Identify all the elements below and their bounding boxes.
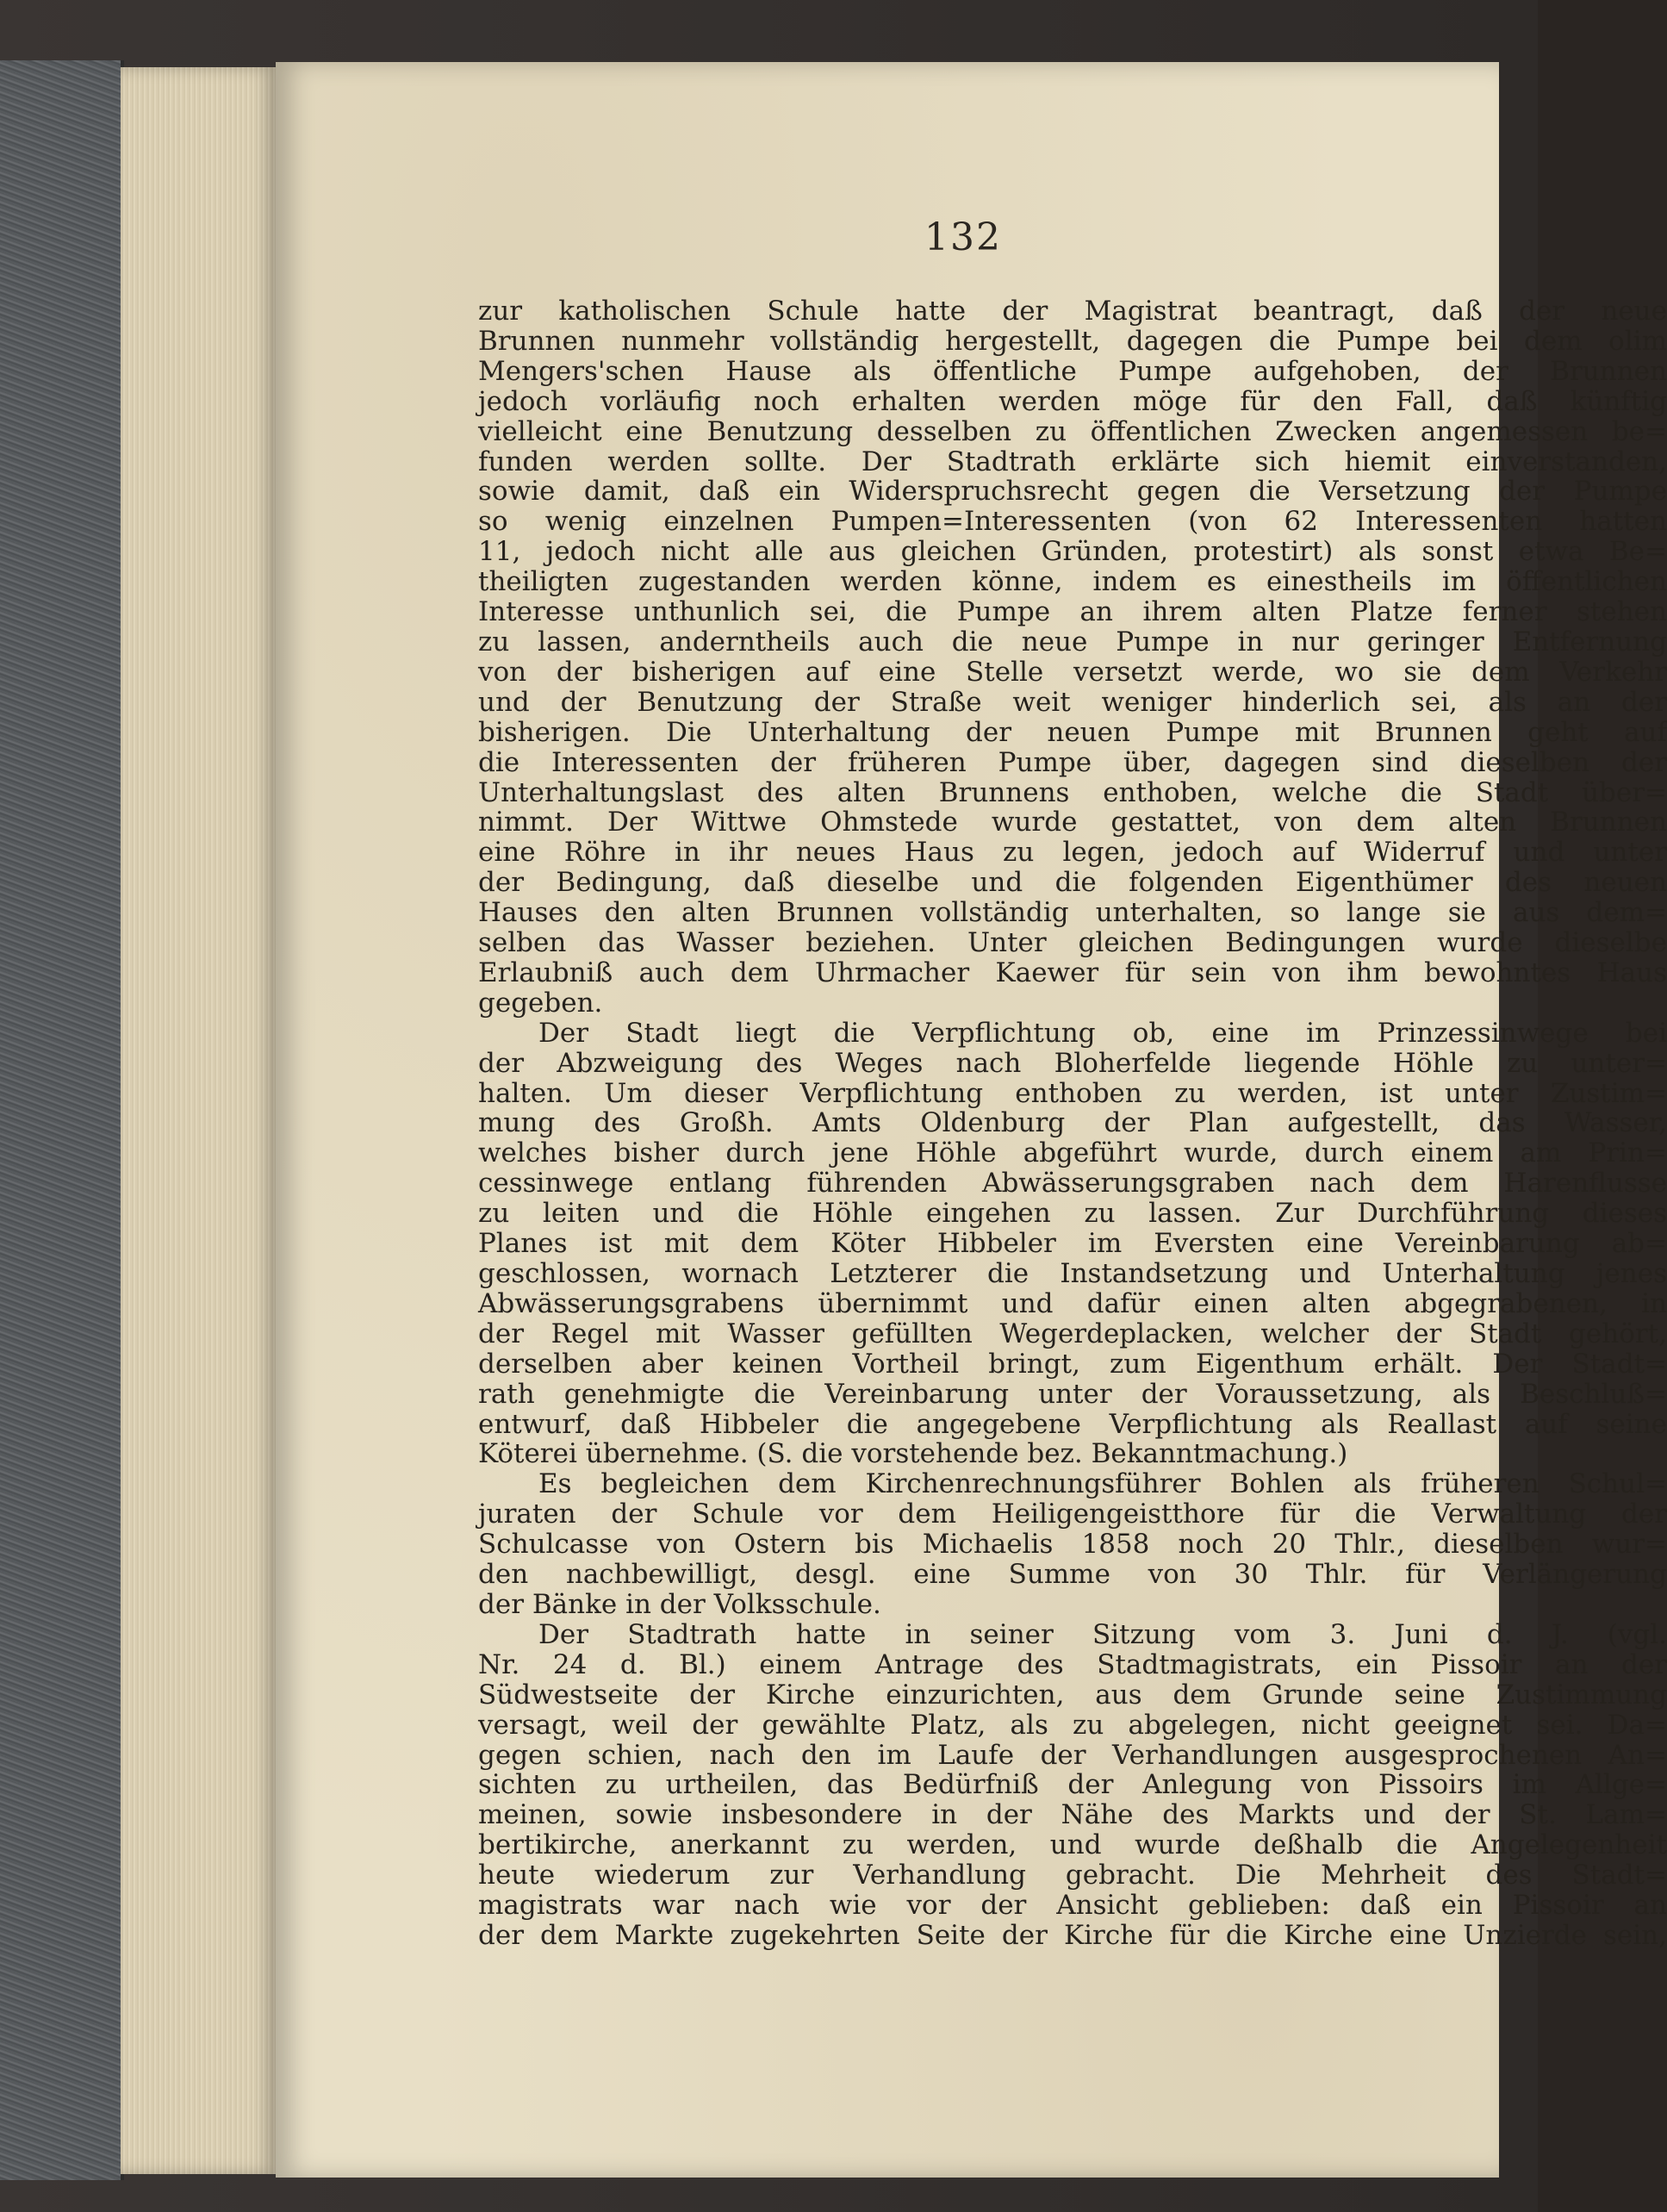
text-line: Der Stadtrath hatte in seiner Sitzung vom 3. Juni d. J. (vgl. [538, 1618, 1667, 1650]
page-edges [121, 67, 276, 2174]
text-line: Planes ist mit dem Köter Hibbeler im Eversten eine Vereinbarung ab= [478, 1228, 1667, 1260]
text-line: der Regel mit Wasser gefüllten Wegerdeplacken, welcher der Stadt gehört, [478, 1318, 1667, 1349]
text-line: heute wiederum zur Verhandlung gebracht. Die Mehrheit des Stadt= [478, 1860, 1667, 1891]
text-line: Südwestseite der Kirche einzurichten, aus dem Grunde seine Zustimmung [478, 1679, 1667, 1710]
text-line: entwurf, daß Hibbeler die angegebene Verpflichtung als Reallast auf seine [478, 1408, 1667, 1440]
book-page [276, 62, 1667, 2178]
text-line: theiligten zugestanden werden könne, indem es einestheils im öffentlichen [478, 566, 1667, 598]
body-text [478, 296, 1667, 1951]
text-line: und der Benutzung der Straße weit weniger hinderlich sei, als an der [478, 686, 1667, 718]
text-line: Mengers'schen Hause als öffentliche Pumpe aufgehoben, der Brunnen [478, 355, 1667, 387]
text-line: die Interessenten der früheren Pumpe über, dagegen sind dieselben der [478, 746, 1667, 778]
text-line: zu lassen, anderntheils auch die neue Pumpe in nur geringer Entfernung [478, 626, 1667, 657]
text-line: vielleicht eine Benutzung desselben zu öffentlichen Zwecken angemessen be= [478, 415, 1667, 447]
text-line: gegeben. [478, 987, 603, 1019]
text-line: bertikirche, anerkannt zu werden, und wurde deßhalb die Angelegenheit [478, 1829, 1667, 1861]
text-line: Unterhaltungslast des alten Brunnens enthoben, welche die Stadt über= [478, 776, 1667, 808]
text-line: Der Stadt liegt die Verpflichtung ob, eine im Prinzessinwege bei [538, 1017, 1667, 1049]
text-line: welches bisher durch jene Höhle abgeführt wurde, durch einem am Prin= [478, 1137, 1667, 1169]
text-line: juraten der Schule vor dem Heiligengeistthore für die Verwaltung der [478, 1499, 1667, 1530]
text-line: jedoch vorläufig noch erhalten werden möge für den Fall, daß künftig [478, 385, 1667, 417]
text-line: halten. Um dieser Verpflichtung enthoben zu werden, ist unter Zustim= [478, 1077, 1667, 1109]
text-line: geschlossen, wornach Letzterer die Instandsetzung und Unterhaltung jenes [478, 1258, 1667, 1289]
text-line: magistrats war nach wie vor der Ansicht geblieben: daß ein Pissoir an [478, 1890, 1667, 1922]
text-line: der Bedingung, daß dieselbe und die folgenden Eigenthümer des neuen [478, 867, 1667, 899]
text-line: funden werden sollte. Der Stadtrath erklärte sich hiemit einverstanden, [478, 446, 1667, 477]
text-line: den nachbewilligt, desgl. eine Summe von 30 Thlr. für Verlängerung [478, 1559, 1667, 1591]
text-line: sowie damit, daß ein Widerspruchsrecht gegen die Versetzung der Pumpe [478, 476, 1667, 508]
text-line: eine Röhre in ihr neues Haus zu legen, jedoch auf Widerruf und unter [478, 837, 1667, 869]
text-line: von der bisherigen auf eine Stelle versetzt werde, wo sie dem Verkehr [478, 656, 1667, 688]
text-line: der Abzweigung des Weges nach Bloherfelde liegende Höhle zu unter= [478, 1047, 1667, 1079]
text-line: bisherigen. Die Unterhaltung der neuen Pumpe mit Brunnen geht auf [478, 716, 1667, 748]
text-line: cessinwege entlang führenden Abwässerungsgraben nach dem Harenflusse [478, 1168, 1667, 1199]
text-line: Schulcasse von Ostern bis Michaelis 1858 noch 20 Thlr., dieselben wur= [478, 1529, 1667, 1561]
text-line: Brunnen nunmehr vollständig hergestellt, dagegen die Pumpe bei dem olim [478, 325, 1667, 357]
text-line: meinen, sowie insbesondere in der Nähe des Markts und der St. Lam= [478, 1799, 1667, 1831]
text-line: derselben aber keinen Vortheil bringt, zum Eigenthum erhält. Der Stadt= [478, 1348, 1667, 1380]
text-line: Köterei übernehme. (S. die vorstehende bez. Bekanntmachung.) [478, 1438, 1348, 1470]
text-line: Erlaubniß auch dem Uhrmacher Kaewer für sein von ihm bewohntes Haus [478, 956, 1667, 988]
text-line: Interesse unthunlich sei, die Pumpe an ihrem alten Platze ferner stehen [478, 596, 1667, 628]
text-line: rath genehmigte die Vereinbarung unter der Voraussetzung, als Beschluß= [478, 1378, 1667, 1410]
text-line: selben das Wasser beziehen. Unter gleichen Bedingungen wurde dieselbe [478, 927, 1667, 959]
text-line: Abwässerungsgrabens übernimmt und dafür einen alten abgegrabenen, in [478, 1287, 1667, 1319]
text-line: mung des Großh. Amts Oldenburg der Plan aufgestellt, das Wasser, [478, 1107, 1667, 1139]
text-line: 11, jedoch nicht alle aus gleichen Gründen, protestirt) als sonst etwa Be= [478, 536, 1667, 568]
book-cover [0, 60, 124, 2180]
text-line: versagt, weil der gewählte Platz, als zu abgelegen, nicht geeignet sei. Da= [478, 1709, 1667, 1741]
text-line: sichten zu urtheilen, das Bedürfniß der Anlegung von Pissoirs im Allge= [478, 1769, 1667, 1801]
text-line: zur katholischen Schule hatte der Magistrat beantragt, daß der neue [478, 296, 1667, 327]
text-line: der Bänke in der Volksschule. [478, 1588, 881, 1620]
text-line: Nr. 24 d. Bl.) einem Antrage des Stadtmagistrats, ein Pissoir an der [478, 1648, 1667, 1680]
text-line: Hauses den alten Brunnen vollständig unterhalten, so lange sie aus dem= [478, 897, 1667, 929]
page-number: 132 [924, 215, 1002, 259]
text-line: der dem Markte zugekehrten Seite der Kirche für die Kirche eine Unzierde sein, [478, 1919, 1667, 1951]
text-line: gegen schien, nach den im Laufe der Verhandlungen ausgesprochenen An= [478, 1739, 1667, 1771]
text-line: so wenig einzelnen Pumpen=Interessenten (von 62 Interessenten hatten [478, 506, 1667, 538]
text-line: nimmt. Der Wittwe Ohmstede wurde gestattet, von dem alten Brunnen [478, 807, 1667, 838]
text-line: Es begleichen dem Kirchenrechnungsführer Bohlen als früheren Schul= [538, 1468, 1667, 1500]
text-line: zu leiten und die Höhle eingehen zu lassen. Zur Durchführung dieses [478, 1198, 1667, 1230]
